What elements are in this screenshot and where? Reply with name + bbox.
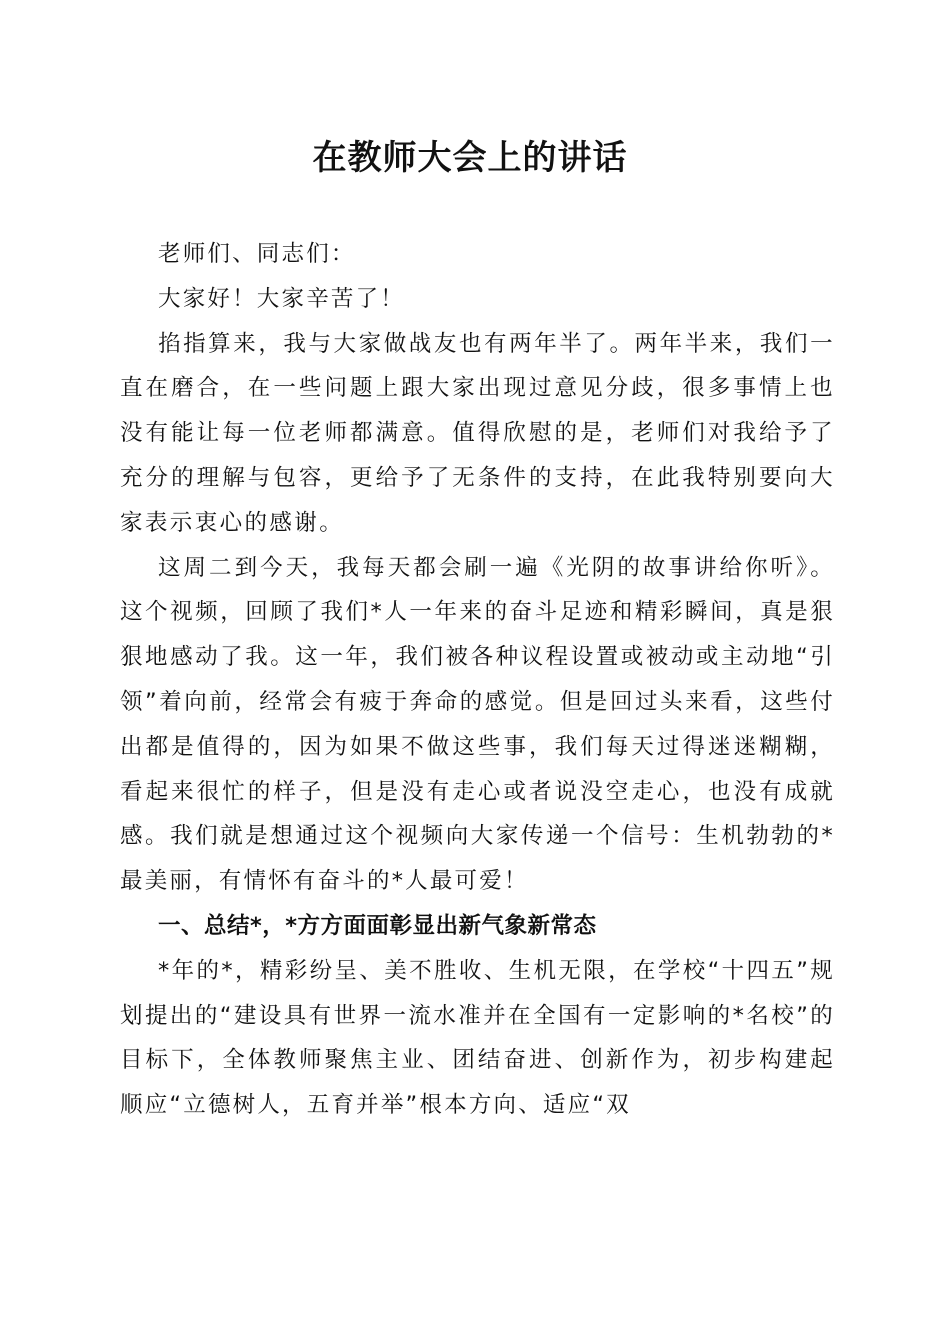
greeting: 大家好！大家辛苦了！	[158, 285, 406, 312]
document-title: 在教师大会上的讲话	[312, 138, 628, 178]
document-body	[120, 232, 835, 1128]
salutation: 老师们、同志们：	[158, 241, 356, 267]
paragraph-video: 这周二到今天，我每天都会刷一遍《光阴的故事讲给你听》。这个视频，回顾了我们*人一年来的奋斗足迹和精彩瞬间，真是狠狠地感动了我。这一年，我们被各种议程设置或被动或主动地“引领”着向前，经常会有疲于奔命的感觉。但是回过头来看，这些付出都是值得的，因为如果不做这些事，我们每天过得迷迷糊糊，看起来很忙的样子，但是没有走心或者说没空走心，也没有成就感。我们就是想通过这个视频向大家传递一个信号：生机勃勃的*最美丽，有情怀有奋斗的*人最可爱！	[120, 554, 835, 895]
section-heading: 一、总结*，*方方面面彰显出新气象新常态	[158, 912, 597, 939]
paragraph-thanks: 掐指算来，我与大家做战友也有两年半了。两年半来，我们一直在磨合，在一些问题上跟大家出现过意见分歧，很多事情上也没有能让每一位老师都满意。值得欣慰的是，老师们对我给予了充分的理解与包容，更给予了无条件的支持，在此我特别要向大家表示衷心的感谢。	[120, 330, 835, 536]
section-paragraph: *年的*，精彩纷呈、美不胜收、生机无限，在学校“十四五”规划提出的“建设具有世界一流水准并在全国有一定影响的*名校”的目标下，全体教师聚焦主业、团结奋进、创新作为，初步构建起顺应“立德树人，五育并举”根本方向、适应“双	[120, 957, 835, 1119]
